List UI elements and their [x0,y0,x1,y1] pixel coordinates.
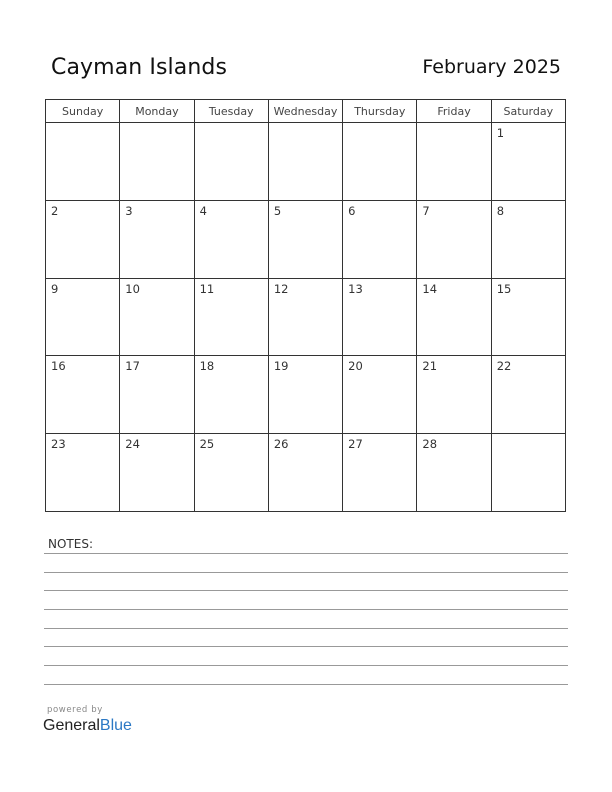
day-cell [194,200,268,278]
day-number [269,123,342,126]
day-cell [194,356,268,434]
notes-line [44,646,568,647]
day-cell [120,123,194,201]
day-cell [343,356,417,434]
day-cell [120,356,194,434]
week-row [46,123,566,201]
day-cell [491,278,565,356]
day-cell [417,278,491,356]
day-cell [194,434,268,512]
day-number [46,123,119,126]
day-number: 10 [125,281,140,296]
weekday-header: Saturday [491,100,565,123]
day-cell [417,123,491,201]
weekday-header: Monday [120,100,194,123]
weekday-header: Thursday [343,100,417,123]
day-cell [120,200,194,278]
powered-by-text: powered by [47,705,103,715]
day-cell [417,356,491,434]
day-number: 19 [273,359,289,374]
day-cell [491,434,565,512]
weekday-header-row [46,100,566,123]
day-number: 18 [199,359,215,374]
day-number: 15 [496,281,512,296]
week-row [46,200,566,278]
weekday-header: Tuesday [194,100,268,123]
day-cell [268,200,342,278]
week-row [46,356,566,434]
day-number: 17 [125,359,140,374]
day-number: 28 [422,437,438,452]
day-number: 22 [496,359,512,374]
notes-line [44,628,568,629]
day-cell [46,356,120,434]
generalblue-logo[interactable] [43,717,132,735]
day-number: 8 [496,203,505,218]
day-number: 7 [422,203,430,218]
notes-line [44,609,568,610]
brand-general-text: General [43,717,100,734]
day-number [492,434,565,437]
day-cell [343,200,417,278]
notes-line [44,572,568,573]
day-number: 11 [199,281,215,296]
day-cell [343,278,417,356]
day-cell [343,123,417,201]
weekday-header: Friday [417,100,491,123]
notes-line [44,553,568,554]
day-cell [491,200,565,278]
day-number: 23 [51,437,66,452]
day-number: 27 [348,437,363,452]
day-number: 13 [348,281,363,296]
day-cell [417,200,491,278]
day-number: 12 [273,281,289,296]
week-row [46,278,566,356]
day-cell [268,123,342,201]
weekday-header: Sunday [46,100,120,123]
month-year-title: February 2025 [422,56,561,78]
day-number: 2 [51,203,59,218]
day-number [120,123,193,126]
day-cell [268,356,342,434]
day-cell [268,434,342,512]
day-cell [343,434,417,512]
week-row [46,434,566,512]
day-cell [491,356,565,434]
day-cell [194,123,268,201]
day-cell [194,278,268,356]
day-number: 20 [348,359,363,374]
day-number: 4 [199,203,207,218]
day-cell [46,200,120,278]
notes-label: NOTES: [48,537,93,551]
day-number: 1 [496,126,505,140]
day-number [195,123,268,126]
day-cell [491,123,565,201]
day-number: 16 [51,359,66,374]
day-number: 21 [422,359,438,374]
weekday-header: Wednesday [268,100,342,123]
day-number [343,123,416,126]
notes-line [44,665,568,666]
notes-line [44,590,568,591]
day-number: 6 [348,203,356,218]
day-number: 25 [199,437,215,452]
day-cell [417,434,491,512]
brand-blue-text: Blue [99,717,132,734]
day-number: 5 [273,203,282,218]
day-cell [268,278,342,356]
day-number [417,123,490,126]
day-cell [46,434,120,512]
day-number: 14 [422,281,438,296]
notes-line [44,684,568,685]
day-cell [120,278,194,356]
day-number: 24 [125,437,140,452]
calendar-grid [45,99,566,512]
day-number: 26 [273,437,289,452]
day-number: 3 [125,203,133,218]
day-number: 9 [51,281,59,296]
day-cell [46,123,120,201]
day-cell [120,434,194,512]
day-cell [46,278,120,356]
country-title: Cayman Islands [51,55,228,80]
